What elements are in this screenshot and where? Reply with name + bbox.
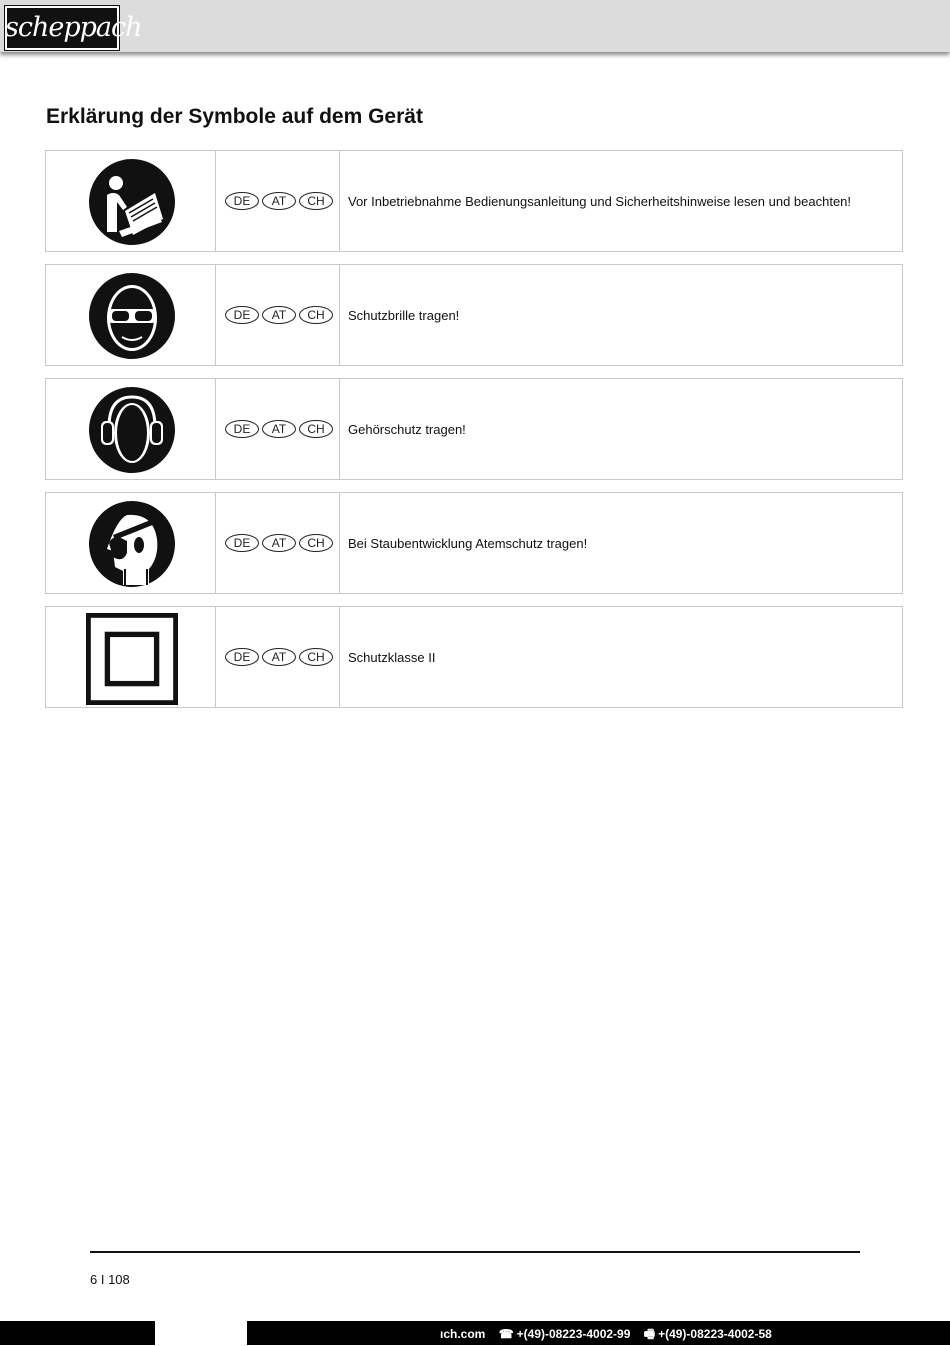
badge-ch: CH (299, 534, 333, 552)
page-number: 6 I 108 (90, 1272, 130, 1287)
symbol-row (45, 492, 903, 594)
description-cell (339, 379, 902, 479)
badge-at: AT (262, 420, 296, 438)
badge-de: DE (225, 306, 259, 324)
symbol-description: Schutzklasse II (348, 650, 436, 665)
badge-at: AT (262, 534, 296, 552)
symbol-cell (46, 607, 216, 707)
symbol-cell (46, 379, 216, 479)
badge-ch: CH (299, 192, 333, 210)
safety-goggles-icon (89, 273, 175, 359)
badge-de: DE (225, 192, 259, 210)
country-cell (215, 265, 340, 365)
page-header (0, 0, 950, 52)
contact-info (440, 1325, 782, 1346)
description-cell (339, 493, 902, 593)
badge-de: DE (225, 420, 259, 438)
badge-ch: CH (299, 306, 333, 324)
symbol-row (45, 264, 903, 366)
symbol-description: Vor Inbetriebnahme Bedienungsanleitung und Sicherheitshinweise lesen und beachten! (348, 194, 852, 209)
badge-at: AT (262, 648, 296, 666)
description-cell (339, 607, 902, 707)
symbol-cell (46, 151, 216, 251)
badge-ch: CH (299, 420, 333, 438)
symbol-row (45, 606, 903, 708)
scheppach-logo: scheppach (4, 5, 120, 51)
footer-divider (90, 1251, 860, 1253)
contact-bar (0, 1321, 950, 1345)
symbol-description: Gehörschutz tragen! (348, 422, 466, 437)
badge-at: AT (262, 306, 296, 324)
symbol-description: Schutzbrille tragen! (348, 308, 460, 323)
country-cell (215, 379, 340, 479)
symbol-row (45, 150, 903, 252)
country-cell (215, 493, 340, 593)
symbol-cell (46, 265, 216, 365)
phone-number: +(49)-08223-4002-99 (516, 1327, 631, 1341)
read-manual-icon (89, 159, 175, 245)
symbol-row (45, 378, 903, 480)
description-cell (339, 265, 902, 365)
badge-at: AT (262, 192, 296, 210)
country-cell (215, 151, 340, 251)
website-link[interactable]: ıch.com (440, 1327, 486, 1341)
badge-de: DE (225, 648, 259, 666)
symbol-description: Bei Staubentwicklung Atemschutz tragen! (348, 536, 588, 551)
contact-bar-gap (155, 1321, 247, 1345)
badge-de: DE (225, 534, 259, 552)
country-cell (215, 607, 340, 707)
symbol-cell (46, 493, 216, 593)
page-title: Erklärung der Symbole auf dem Gerät (46, 105, 423, 128)
phone-icon: ☎ (498, 1327, 514, 1341)
respirator-icon (89, 501, 175, 587)
badge-ch: CH (299, 648, 333, 666)
fax-icon: 🖷 (643, 1327, 656, 1341)
description-cell (339, 151, 902, 251)
fax-number: +(49)-08223-4002-58 (658, 1327, 772, 1341)
ear-protection-icon (89, 387, 175, 473)
protection-class-ii-icon (86, 613, 178, 705)
